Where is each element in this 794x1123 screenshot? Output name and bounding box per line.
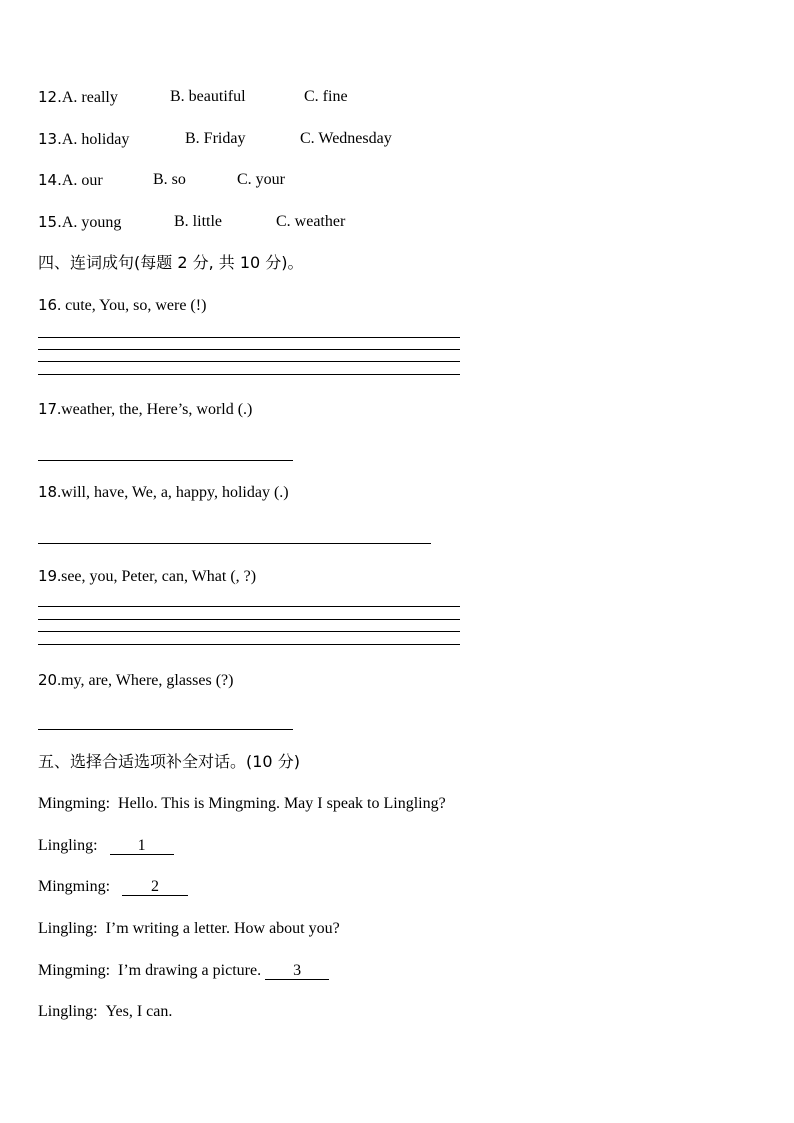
answer-line[interactable] [38, 644, 460, 645]
answer-line[interactable] [38, 374, 460, 375]
answer-line[interactable] [38, 606, 460, 607]
dialogue-line [38, 836, 174, 856]
speaker: Lingling: [38, 837, 98, 854]
section-heading: 四、连词成句(每题 2 分, 共 10 分)。 [38, 253, 304, 272]
answer-blank[interactable]: 2 [122, 879, 188, 896]
speaker: Mingming: [38, 878, 111, 895]
option-c: C. weather [276, 213, 346, 230]
option-b: B. little [174, 213, 222, 230]
answer-line[interactable] [38, 619, 460, 620]
speaker: Lingling: [38, 1003, 98, 1020]
dialogue-line [38, 794, 446, 814]
answer-line[interactable] [38, 543, 431, 544]
word-list: .will, have, We, a, happy, holiday (.) [57, 484, 289, 501]
option-a: A. our [61, 172, 103, 189]
dialogue-line [38, 877, 188, 897]
speaker: Mingming: [38, 795, 111, 812]
dialogue-text: Hello. This is Mingming. May I speak to Lingling? [118, 795, 446, 812]
word-list: .my, are, Where, glasses (?) [57, 672, 234, 689]
dialogue-line [38, 1002, 172, 1022]
option-a: A. young [61, 214, 122, 231]
answer-line[interactable] [38, 349, 460, 350]
answer-line[interactable] [38, 337, 460, 338]
question-number: 15. [38, 213, 62, 231]
answer-line[interactable] [38, 729, 293, 730]
option-b: B. Friday [185, 130, 246, 147]
option-a: A. holiday [61, 131, 130, 148]
dialogue-line [38, 919, 340, 939]
dialogue-text: I’m writing a letter. How about you? [105, 920, 340, 937]
sentence-item-18 [38, 482, 289, 503]
option-a: A. really [61, 89, 118, 106]
question-number: 16 [38, 296, 58, 314]
sentence-item-20 [38, 670, 233, 691]
question-number: 12. [38, 88, 62, 106]
dialogue-line [38, 961, 329, 981]
section-heading: 五、选择合适选项补全对话。(10 分) [38, 752, 300, 771]
sentence-item-19 [38, 566, 256, 587]
dialogue-text: Yes, I can. [105, 1003, 173, 1020]
option-b: B. so [153, 171, 186, 188]
speaker: Lingling: [38, 920, 98, 937]
option-c: C. your [237, 171, 285, 188]
option-b: B. beautiful [170, 88, 246, 105]
question-number: 13. [38, 130, 62, 148]
option-c: C. fine [304, 88, 348, 105]
choice-stem [38, 129, 129, 150]
sentence-item-17 [38, 399, 252, 420]
option-c: C. Wednesday [300, 130, 392, 147]
choice-stem [38, 87, 118, 108]
question-number: 14. [38, 171, 62, 189]
question-number: 17 [38, 400, 58, 418]
question-number: 20 [38, 671, 58, 689]
question-number: 19 [38, 567, 58, 585]
sentence-item-16 [38, 295, 206, 316]
choice-stem [38, 212, 121, 233]
answer-blank[interactable]: 3 [265, 963, 329, 980]
word-list: .see, you, Peter, can, What (, ?) [57, 568, 257, 585]
choice-stem [38, 170, 103, 191]
answer-blank[interactable]: 1 [110, 838, 174, 855]
answer-line[interactable] [38, 460, 293, 461]
question-number: 18 [38, 483, 58, 501]
dialogue-text: I’m drawing a picture. [118, 962, 266, 979]
answer-line[interactable] [38, 631, 460, 632]
answer-line[interactable] [38, 361, 460, 362]
word-list: . cute, You, so, were (!) [57, 297, 207, 314]
word-list: .weather, the, Here’s, world (.) [57, 401, 253, 418]
speaker: Mingming: [38, 962, 111, 979]
